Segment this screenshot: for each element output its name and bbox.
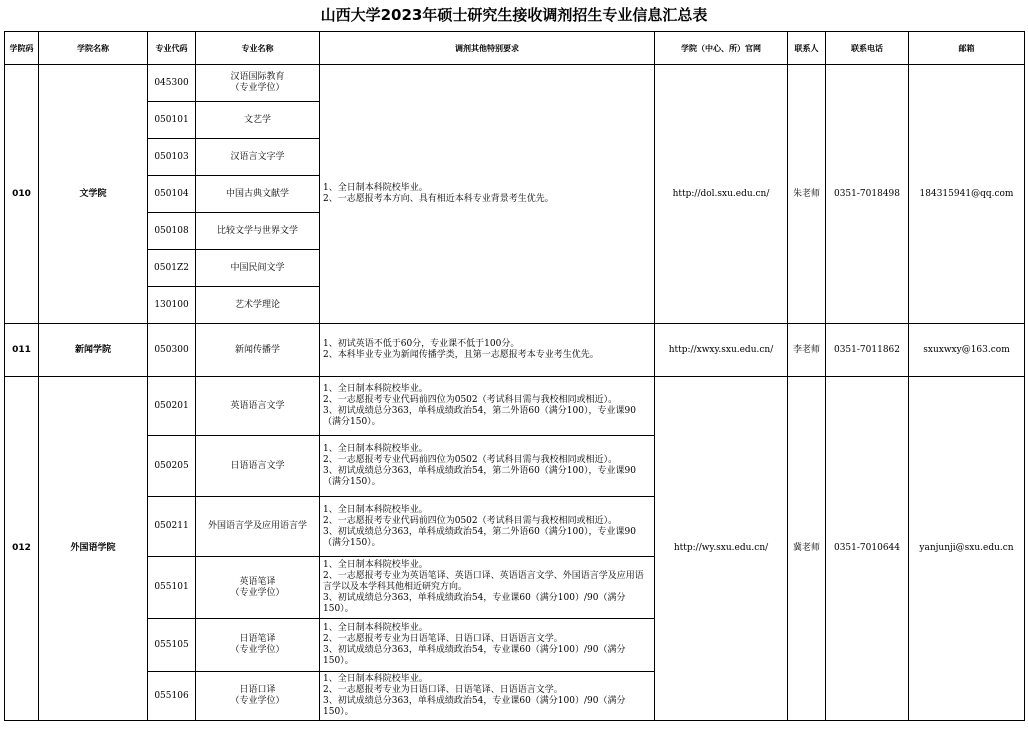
college-name: 新闻学院 (39, 324, 148, 377)
contact-email[interactable]: sxuxwxy@163.com (909, 324, 1025, 377)
major-name: 日语笔译 （专业学位） (196, 619, 320, 672)
major-name: 英语笔译 （专业学位） (196, 557, 320, 619)
contact-person: 朱老师 (788, 65, 826, 324)
major-code: 055105 (148, 619, 196, 672)
major-code: 050211 (148, 497, 196, 557)
header-college-code: 学院码 (5, 32, 39, 65)
requirements: 1、全日制本科院校毕业。 2、一志愿报考专业代码前四位为0502（考试科目需与我校相同或相近）。 3、初试成绩总分363，单科成绩政治54，第二外语60（满分100），专业课90（满分150）。 (320, 377, 655, 436)
major-code: 130100 (148, 287, 196, 324)
website-link[interactable]: http://wy.sxu.edu.cn/ (655, 377, 788, 721)
header-major-code: 专业代码 (148, 32, 196, 65)
requirements: 1、全日制本科院校毕业。 2、一志愿报考专业代码前四位为0502（考试科目需与我校相同或相近）。 3、初试成绩总分363，单科成绩政治54，第二外语60（满分100），专业课90（满分150）。 (320, 497, 655, 557)
major-code: 050300 (148, 324, 196, 377)
major-code: 055106 (148, 672, 196, 721)
major-name: 英语语言文学 (196, 377, 320, 436)
website-link[interactable]: http://xwxy.sxu.edu.cn/ (655, 324, 788, 377)
requirements: 1、全日制本科院校毕业。 2、一志愿报考专业为日语口译、日语笔译、日语语言文学。 3、初试成绩总分363，单科成绩政治54，专业课60（满分100）/90（满分150）。 (320, 672, 655, 721)
major-code: 050201 (148, 377, 196, 436)
requirements: 1、全日制本科院校毕业。 2、一志愿报考专业为英语笔译、英语口译、英语语言文学、外国语言学及应用语言学以及本学科其他相近研究方向。 3、初试成绩总分363，单科成绩政治54，专业课60（满分100）/90（满分150）。 (320, 557, 655, 619)
major-code: 050103 (148, 139, 196, 176)
college-code: 011 (5, 324, 39, 377)
college-code: 010 (5, 65, 39, 324)
major-name: 日语语言文学 (196, 436, 320, 497)
major-code: 045300 (148, 65, 196, 102)
major-code: 050101 (148, 102, 196, 139)
website-link[interactable]: http://dol.sxu.edu.cn/ (655, 65, 788, 324)
major-name: 外国语言学及应用语言学 (196, 497, 320, 557)
header-college-name: 学院名称 (39, 32, 148, 65)
college-name: 文学院 (39, 65, 148, 324)
major-name: 日语口译 （专业学位） (196, 672, 320, 721)
requirements: 1、全日制本科院校毕业。 2、一志愿报考本方向、具有相近本科专业背景考生优先。 (320, 65, 655, 324)
table-row (5, 65, 1025, 102)
header-email: 邮箱 (909, 32, 1025, 65)
major-name: 新闻传播学 (196, 324, 320, 377)
table-row (5, 324, 1025, 377)
header-requirements: 调剂其他特别要求 (320, 32, 655, 65)
adjustment-table (4, 31, 1025, 721)
header-phone: 联系电话 (826, 32, 909, 65)
major-name: 汉语国际教育 （专业学位） (196, 65, 320, 102)
requirements: 1、全日制本科院校毕业。 2、一志愿报考专业代码前四位为0502（考试科目需与我校相同或相近）。 3、初试成绩总分363，单科成绩政治54，第二外语60（满分100），专业课90（满分150）。 (320, 436, 655, 497)
table-row (5, 377, 1025, 436)
major-code: 050104 (148, 176, 196, 213)
major-code: 055101 (148, 557, 196, 619)
major-name: 艺术学理论 (196, 287, 320, 324)
contact-person: 李老师 (788, 324, 826, 377)
major-name: 中国古典文献学 (196, 176, 320, 213)
major-code: 050205 (148, 436, 196, 497)
header-row (5, 32, 1025, 65)
header-major-name: 专业名称 (196, 32, 320, 65)
contact-phone: 0351-7011862 (826, 324, 909, 377)
major-code: 0501Z2 (148, 250, 196, 287)
contact-phone: 0351-7010644 (826, 377, 909, 721)
major-name: 中国民间文学 (196, 250, 320, 287)
college-code: 012 (5, 377, 39, 721)
requirements: 1、初试英语不低于60分，专业课不低于100分。 2、本科毕业专业为新闻传播学类，且第一志愿报考本专业考生优先。 (320, 324, 655, 377)
contact-email[interactable]: yanjunji@sxu.edu.cn (909, 377, 1025, 721)
header-website: 学院（中心、所）官网 (655, 32, 788, 65)
contact-person: 冀老师 (788, 377, 826, 721)
major-name: 汉语言文字学 (196, 139, 320, 176)
requirements: 1、全日制本科院校毕业。 2、一志愿报考专业为日语笔译、日语口译、日语语言文学。 3、初试成绩总分363，单科成绩政治54，专业课60（满分100）/90（满分150）。 (320, 619, 655, 672)
major-name: 比较文学与世界文学 (196, 213, 320, 250)
contact-phone: 0351-7018498 (826, 65, 909, 324)
major-name: 文艺学 (196, 102, 320, 139)
college-name: 外国语学院 (39, 377, 148, 721)
header-contact: 联系人 (788, 32, 826, 65)
contact-email[interactable]: 184315941@qq.com (909, 65, 1025, 324)
page-title: 山西大学2023年硕士研究生接收调剂招生专业信息汇总表 (320, 6, 708, 24)
major-code: 050108 (148, 213, 196, 250)
